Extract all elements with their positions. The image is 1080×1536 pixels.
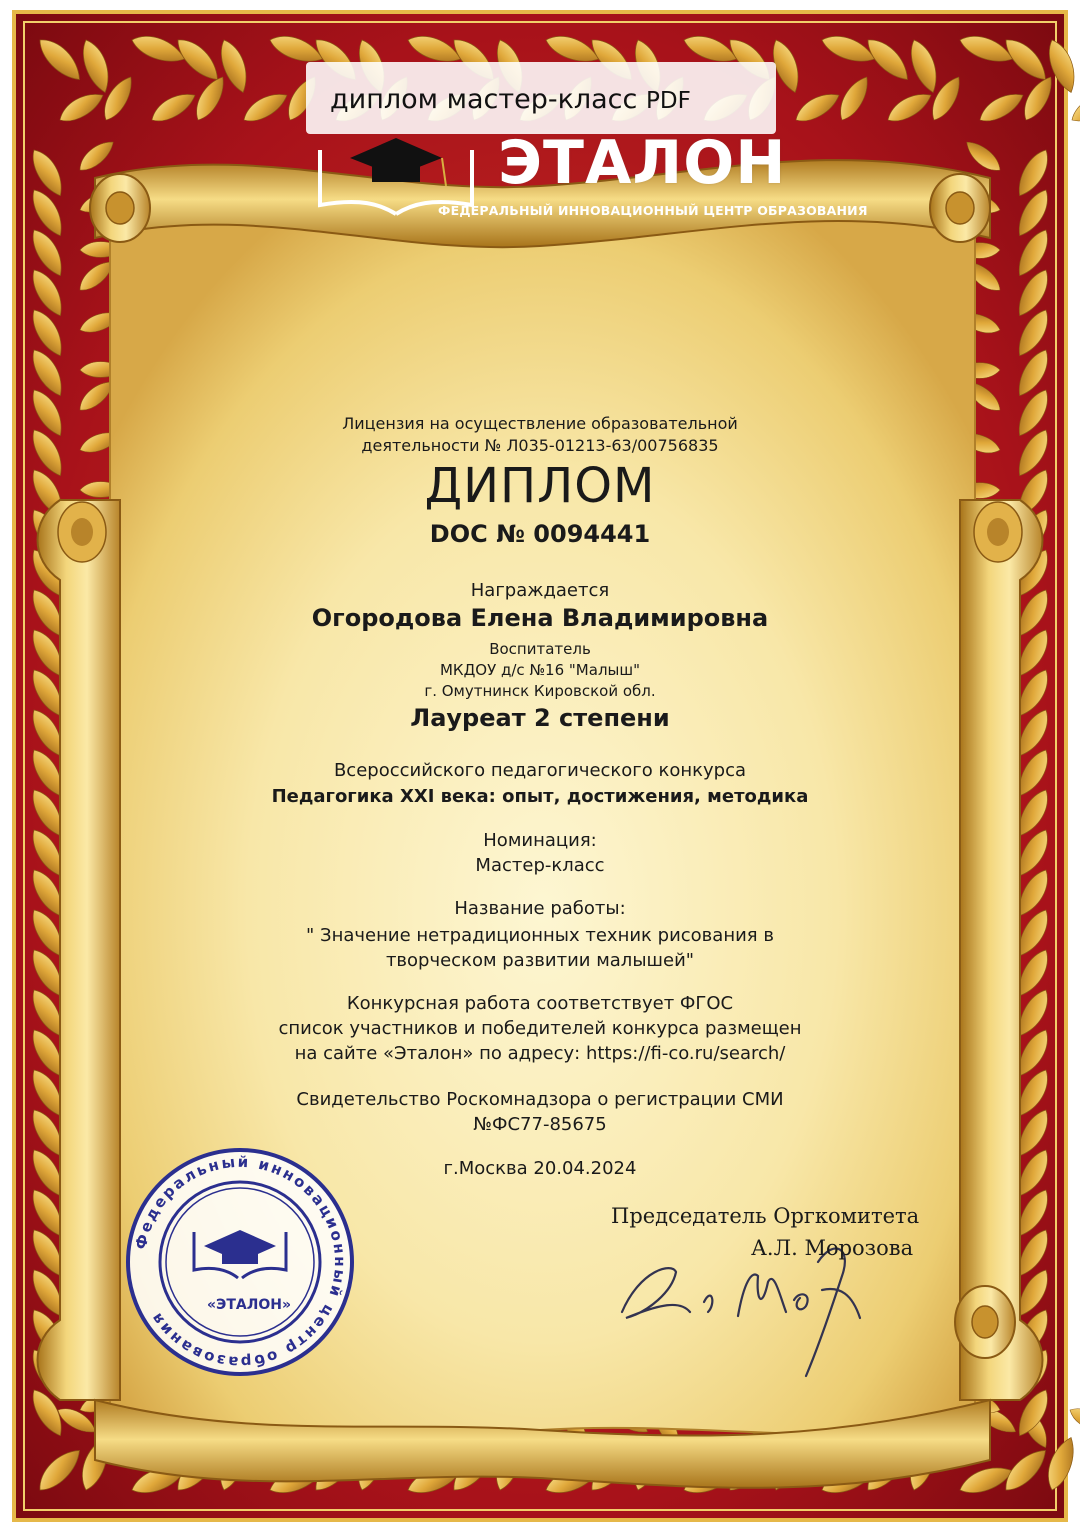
signature-name: А.Л. Морозова: [751, 1236, 914, 1260]
nomination-value: Мастер-класс: [475, 855, 605, 876]
contest-intro: Всероссийского педагогического конкурса: [333, 760, 747, 781]
diploma-number: DOC № 0094441: [429, 520, 651, 548]
award-degree: Лауреат 2 степени: [410, 704, 670, 732]
work-label: Название работы:: [454, 898, 626, 919]
recipient-name: Огородова Елена Владимировна: [311, 604, 769, 632]
nomination-label: Номинация:: [483, 830, 597, 851]
document-format: PDF: [645, 88, 691, 114]
stamp: [128, 1150, 352, 1374]
logo-name: ЭТАЛОН: [498, 128, 787, 198]
svg-text:Федеральный инновационный цент: Федеральный инновационный центр образования: [131, 1152, 350, 1372]
awarded-label: Награждается: [470, 580, 610, 601]
compliance-line-2: список участников и победителей конкурса размещен: [278, 1018, 802, 1039]
recipient-city: г. Омутнинск Кировской обл.: [424, 682, 656, 700]
registration-line-2: №ФС77-85675: [473, 1114, 607, 1135]
diploma-title: ДИПЛОМ: [424, 458, 656, 514]
logo-tagline: ФЕДЕРАЛЬНЫЙ ИННОВАЦИОННЫЙ ЦЕНТР ОБРАЗОВАНИЯ: [438, 203, 868, 218]
place-date: г.Москва 20.04.2024: [443, 1158, 637, 1179]
license-line-1: Лицензия на осуществление образовательной: [342, 414, 738, 433]
work-title-line-2: творческом развитии малышей": [385, 950, 695, 971]
license-line-2: деятельности № Л035-01213-63/00756835: [361, 436, 719, 455]
compliance-line-1: Конкурсная работа соответствует ФГОС: [346, 993, 734, 1014]
document-title: диплом мастер-класс: [330, 84, 638, 115]
stamp-name: «ЭТАЛОН»: [207, 1297, 291, 1313]
compliance-line-3: на сайте «Эталон» по адресу: https://fi-co.ru/search/: [294, 1043, 786, 1064]
contest-name: Педагогика XXI века: опыт, достижения, методика: [271, 786, 809, 807]
signature-role: Председатель Оргкомитета: [611, 1204, 920, 1228]
recipient-organization: МКДОУ д/с №16 "Малыш": [439, 661, 640, 679]
recipient-position: Воспитатель: [489, 640, 591, 658]
registration-line-1: Свидетельство Роскомнадзора о регистрации СМИ: [296, 1089, 784, 1110]
document-label: [330, 84, 691, 115]
work-title-line-1: " Значение нетрадиционных техник рисования в: [306, 925, 774, 946]
